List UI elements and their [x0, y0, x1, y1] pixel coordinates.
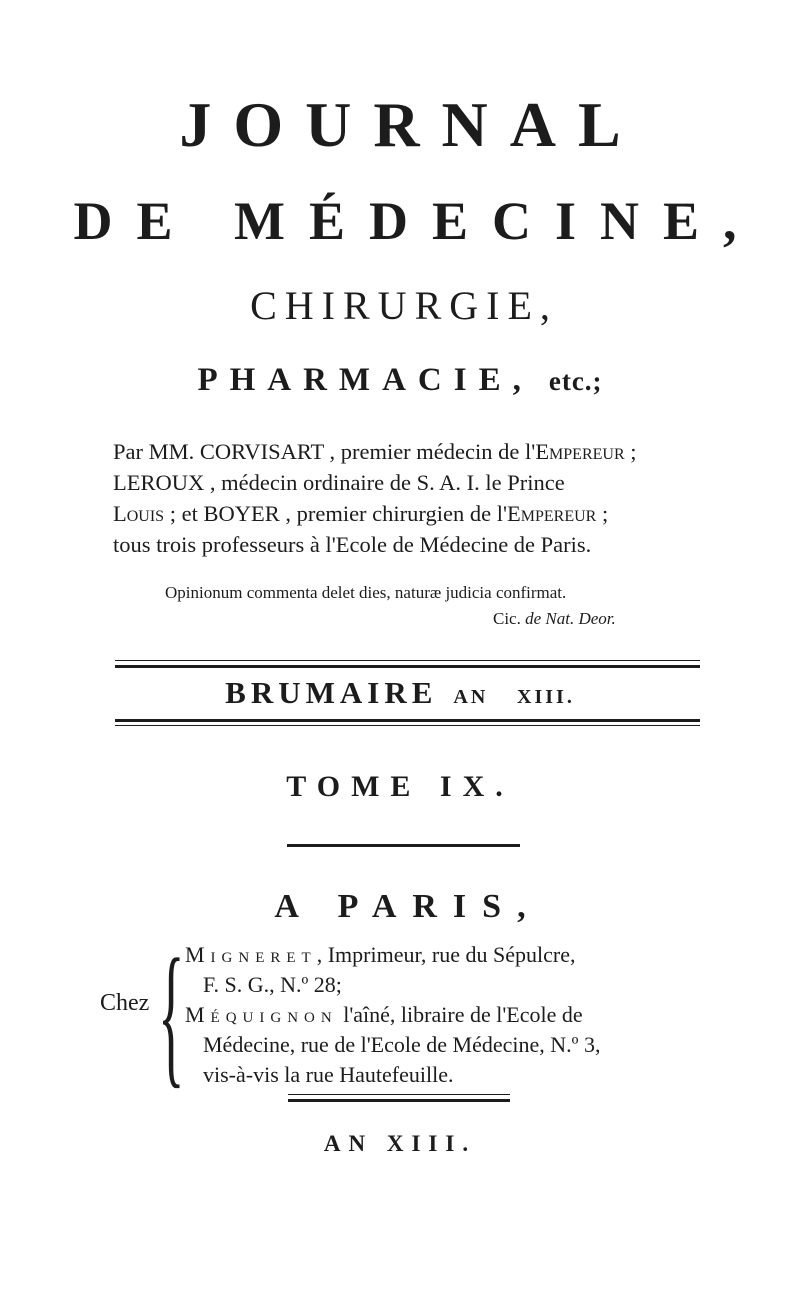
ornament-rule	[287, 844, 520, 847]
epigraph-citation	[493, 609, 616, 629]
subtitle-etc: etc.;	[548, 366, 603, 396]
place-city	[0, 888, 800, 926]
epigraph-cite-work: de Nat. Deor.	[525, 609, 616, 628]
publisher-migneret: Migneret	[185, 942, 317, 967]
divider-bottom-thick	[115, 719, 700, 722]
journal-title: JOURNAL	[179, 89, 643, 160]
publisher-addresses	[185, 940, 715, 1090]
authors-line-3-d: ;	[596, 501, 609, 526]
subtitle-pharmacie	[0, 362, 800, 399]
subtitle-medecine	[0, 190, 800, 252]
publisher-line-1-rest: , Imprimeur, rue du Sépulcre,	[316, 942, 576, 967]
authors-line-1-a: Par MM. CORVISART , premier médecin de l'	[113, 439, 536, 464]
publisher-line-4: Médecine, rue de l'Ecole de Médecine, N.º 3,	[203, 1032, 601, 1057]
publisher-line-2: F. S. G., N.º 28;	[203, 972, 342, 997]
epigraph-cite-author: Cic.	[493, 609, 521, 628]
publisher-line-5: vis-à-vis la rue Hautefeuille.	[203, 1062, 454, 1087]
publisher-line-3-rest: l'aîné, libraire de l'Ecole de	[337, 1002, 583, 1027]
publisher-line-3	[185, 1000, 715, 1030]
authors-line-1-emperor: Empereur	[535, 439, 625, 464]
footer-rule-thick	[288, 1099, 510, 1102]
subtitle-medecine-text: DE MÉDECINE	[73, 191, 724, 251]
issue-year: XIII.	[517, 686, 575, 708]
authors-line-1-c: ;	[624, 439, 637, 464]
authors-line-3-louis: Louis	[113, 501, 165, 526]
tome-number: TOME IX.	[286, 770, 514, 803]
place-city-text: A PARIS	[274, 888, 518, 925]
footer-rule-thin	[288, 1094, 510, 1095]
subtitle-chirurgie	[0, 282, 800, 329]
authors-block	[113, 436, 713, 560]
issue-an: AN	[453, 686, 489, 708]
issue-month: BRUMAIRE	[225, 675, 438, 710]
publisher-line-1	[185, 940, 715, 970]
authors-line-3-b: ; et BOYER , premier chirurgien de l'	[164, 501, 508, 526]
epigraph-quote: Opinionum commenta delet dies, naturæ judicia confirmat.	[165, 583, 567, 602]
issue-date	[0, 675, 800, 711]
subtitle-pharmacie-text: PHARMACIE,	[197, 362, 533, 398]
subtitle-medecine-punct: ,	[723, 191, 737, 251]
authors-line-3-emperor: Empereur	[507, 501, 597, 526]
publisher-mequignon: Méquignon	[185, 1002, 338, 1027]
authors-line-2: LEROUX , médecin ordinaire de S. A. I. le Prince	[113, 470, 565, 495]
subtitle-chirurgie-text: CHIRURGIE	[250, 283, 540, 328]
divider-top-thick	[115, 665, 700, 668]
brace-icon: {	[158, 927, 185, 1102]
chez-label: Chez	[100, 990, 150, 1016]
authors-line-1	[113, 436, 713, 467]
authors-line-4: tous trois professeurs à l'Ecole de Médecine de Paris.	[113, 532, 592, 557]
imprint-year: AN XIII.	[323, 1131, 477, 1156]
authors-line-3	[113, 498, 713, 529]
divider-top-thin	[115, 660, 700, 661]
subtitle-chirurgie-punct: ,	[539, 283, 550, 328]
divider-bottom-thin	[115, 725, 700, 726]
place-city-punct: ,	[517, 888, 526, 925]
